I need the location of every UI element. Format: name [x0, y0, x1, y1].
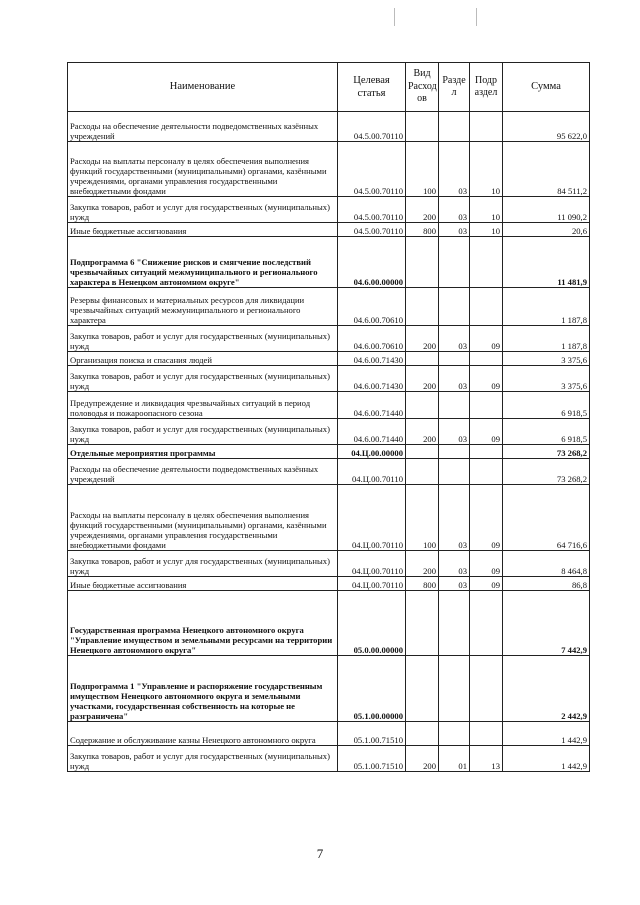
- row-target-article-cell: 04.6.00.70610: [338, 288, 406, 326]
- table-row: [68, 746, 590, 772]
- row-sum-cell: 2 442,9: [503, 656, 590, 722]
- row-subsection-cell: [470, 722, 503, 746]
- row-name-cell: Иные бюджетные ассигнования: [68, 223, 338, 237]
- table-row: [68, 591, 590, 656]
- scan-mark: [476, 8, 477, 26]
- row-name-cell: Предупреждение и ликвидация чрезвычайных ситуаций в период половодья и пожароопасного сезона: [68, 392, 338, 419]
- row-sum-cell: 86,8: [503, 577, 590, 591]
- row-section-cell: [439, 591, 470, 656]
- row-expense-type-cell: [406, 237, 439, 288]
- row-sum-cell: 11 481,9: [503, 237, 590, 288]
- row-sum-cell: 20,6: [503, 223, 590, 237]
- row-sum-cell: 73 268,2: [503, 445, 590, 459]
- row-section-cell: 03: [439, 577, 470, 591]
- header-subsection: Подр аздел: [470, 63, 503, 112]
- row-target-article-cell: 04.6.00.70610: [338, 326, 406, 352]
- row-expense-type-cell: 100: [406, 485, 439, 551]
- table-row: [68, 142, 590, 197]
- row-name-cell: Подпрограмма 6 "Снижение рисков и смягчение последствий чрезвычайных ситуаций межмуниципального и регионального характера в Ненецком автономном округе": [68, 237, 338, 288]
- table-row: [68, 485, 590, 551]
- table-body: [68, 112, 590, 772]
- row-target-article-cell: 04.6.00.71440: [338, 392, 406, 419]
- row-name-cell: Расходы на обеспечение деятельности подведомственных казённых учреждений: [68, 112, 338, 142]
- row-subsection-cell: [470, 459, 503, 485]
- row-sum-cell: 8 464,8: [503, 551, 590, 577]
- row-expense-type-cell: 100: [406, 142, 439, 197]
- table-row: [68, 656, 590, 722]
- row-name-cell: Организация поиска и спасания людей: [68, 352, 338, 366]
- scan-mark: [394, 8, 395, 26]
- row-name-cell: Расходы на выплаты персоналу в целях обеспечения выполнения функций государственными (муниципальными) органами, казёнными учреждениями, органами управления государственными внебюджетными фондами: [68, 142, 338, 197]
- page-number: 7: [316, 846, 324, 861]
- row-target-article-cell: 04.Ц.00.70110: [338, 485, 406, 551]
- row-subsection-cell: [470, 392, 503, 419]
- row-expense-type-cell: [406, 392, 439, 419]
- row-section-cell: [439, 237, 470, 288]
- row-section-cell: 03: [439, 551, 470, 577]
- table-row: [68, 392, 590, 419]
- row-target-article-cell: 05.1.00.00000: [338, 656, 406, 722]
- row-subsection-cell: 09: [470, 419, 503, 445]
- row-section-cell: [439, 112, 470, 142]
- row-sum-cell: 1 187,8: [503, 288, 590, 326]
- row-section-cell: 03: [439, 366, 470, 392]
- row-name-cell: Закупка товаров, работ и услуг для государственных (муниципальных) нужд: [68, 326, 338, 352]
- row-name-cell: Содержание и обслуживание казны Ненецкого автономного округа: [68, 722, 338, 746]
- table-row: [68, 459, 590, 485]
- row-expense-type-cell: [406, 722, 439, 746]
- table-row: [68, 237, 590, 288]
- row-subsection-cell: 09: [470, 577, 503, 591]
- row-section-cell: 03: [439, 485, 470, 551]
- header-row: [68, 63, 590, 112]
- row-sum-cell: 1 187,8: [503, 326, 590, 352]
- table-row: [68, 112, 590, 142]
- table-row: [68, 223, 590, 237]
- row-subsection-cell: 10: [470, 197, 503, 223]
- row-name-cell: Государственная программа Ненецкого автономного округа "Управление имуществом и земельными ресурсами на территории Ненецкого автономного округа": [68, 591, 338, 656]
- row-sum-cell: 6 918,5: [503, 392, 590, 419]
- row-expense-type-cell: 800: [406, 577, 439, 591]
- row-name-cell: Иные бюджетные ассигнования: [68, 577, 338, 591]
- row-subsection-cell: 09: [470, 366, 503, 392]
- row-target-article-cell: 04.5.00.70110: [338, 197, 406, 223]
- row-sum-cell: 7 442,9: [503, 591, 590, 656]
- row-name-cell: Расходы на выплаты персоналу в целях обеспечения выполнения функций государственными (муниципальными) органами, казёнными учреждениями, органами управления государственными внебюджетными фондами: [68, 485, 338, 551]
- row-section-cell: 03: [439, 197, 470, 223]
- row-target-article-cell: 05.1.00.71510: [338, 746, 406, 772]
- row-expense-type-cell: [406, 459, 439, 485]
- row-section-cell: 03: [439, 223, 470, 237]
- table-row: [68, 288, 590, 326]
- table-row: [68, 352, 590, 366]
- row-subsection-cell: [470, 237, 503, 288]
- row-sum-cell: 64 716,6: [503, 485, 590, 551]
- row-expense-type-cell: 200: [406, 419, 439, 445]
- row-section-cell: [439, 656, 470, 722]
- row-name-cell: Закупка товаров, работ и услуг для государственных (муниципальных) нужд: [68, 419, 338, 445]
- header-expense-type: Вид Расход ов: [406, 63, 439, 112]
- row-subsection-cell: [470, 656, 503, 722]
- row-name-cell: Закупка товаров, работ и услуг для государственных (муниципальных) нужд: [68, 197, 338, 223]
- row-name-cell: Отдельные мероприятия программы: [68, 445, 338, 459]
- row-section-cell: [439, 459, 470, 485]
- row-section-cell: 01: [439, 746, 470, 772]
- row-expense-type-cell: 200: [406, 326, 439, 352]
- row-subsection-cell: 09: [470, 485, 503, 551]
- row-expense-type-cell: 800: [406, 223, 439, 237]
- table-row: [68, 577, 590, 591]
- row-target-article-cell: 05.0.00.00000: [338, 591, 406, 656]
- row-name-cell: Расходы на обеспечение деятельности подведомственных казённых учреждений: [68, 459, 338, 485]
- row-expense-type-cell: 200: [406, 197, 439, 223]
- row-sum-cell: 73 268,2: [503, 459, 590, 485]
- row-target-article-cell: 04.Ц.00.70110: [338, 577, 406, 591]
- row-section-cell: [439, 392, 470, 419]
- row-target-article-cell: 04.6.00.71440: [338, 419, 406, 445]
- row-name-cell: Закупка товаров, работ и услуг для государственных (муниципальных) нужд: [68, 366, 338, 392]
- row-expense-type-cell: 200: [406, 366, 439, 392]
- row-sum-cell: 6 918,5: [503, 419, 590, 445]
- row-target-article-cell: 04.6.00.71430: [338, 366, 406, 392]
- row-expense-type-cell: 200: [406, 746, 439, 772]
- row-sum-cell: 3 375,6: [503, 352, 590, 366]
- table-row: [68, 419, 590, 445]
- row-subsection-cell: [470, 445, 503, 459]
- row-target-article-cell: 04.6.00.71430: [338, 352, 406, 366]
- row-subsection-cell: [470, 288, 503, 326]
- row-subsection-cell: 09: [470, 551, 503, 577]
- row-sum-cell: 1 442,9: [503, 722, 590, 746]
- table-row: [68, 445, 590, 459]
- row-subsection-cell: 10: [470, 142, 503, 197]
- row-expense-type-cell: [406, 445, 439, 459]
- table-row: [68, 197, 590, 223]
- row-sum-cell: 3 375,6: [503, 366, 590, 392]
- row-expense-type-cell: [406, 591, 439, 656]
- header-name: Наименование: [68, 63, 338, 112]
- row-subsection-cell: [470, 352, 503, 366]
- header-target-article: Целевая статья: [338, 63, 406, 112]
- header-sum: Сумма: [503, 63, 590, 112]
- row-expense-type-cell: [406, 656, 439, 722]
- row-sum-cell: 11 090,2: [503, 197, 590, 223]
- row-subsection-cell: 10: [470, 223, 503, 237]
- table-row: [68, 722, 590, 746]
- row-name-cell: Резервы финансовых и материальных ресурсов для ликвидации чрезвычайных ситуаций межмуниципального и регионального характера: [68, 288, 338, 326]
- row-expense-type-cell: [406, 288, 439, 326]
- row-subsection-cell: 13: [470, 746, 503, 772]
- row-expense-type-cell: [406, 112, 439, 142]
- row-target-article-cell: 05.1.00.71510: [338, 722, 406, 746]
- row-sum-cell: 84 511,2: [503, 142, 590, 197]
- row-subsection-cell: [470, 591, 503, 656]
- row-target-article-cell: 04.5.00.70110: [338, 223, 406, 237]
- row-name-cell: Закупка товаров, работ и услуг для государственных (муниципальных) нужд: [68, 551, 338, 577]
- row-subsection-cell: [470, 112, 503, 142]
- table-row: [68, 366, 590, 392]
- row-section-cell: [439, 722, 470, 746]
- row-section-cell: [439, 445, 470, 459]
- row-subsection-cell: 09: [470, 326, 503, 352]
- row-section-cell: [439, 288, 470, 326]
- row-target-article-cell: 04.Ц.00.00000: [338, 445, 406, 459]
- row-target-article-cell: 04.5.00.70110: [338, 142, 406, 197]
- row-target-article-cell: 04.Ц.00.70110: [338, 551, 406, 577]
- row-sum-cell: 95 622,0: [503, 112, 590, 142]
- row-expense-type-cell: [406, 352, 439, 366]
- row-section-cell: 03: [439, 142, 470, 197]
- row-target-article-cell: 04.6.00.00000: [338, 237, 406, 288]
- row-expense-type-cell: 200: [406, 551, 439, 577]
- row-sum-cell: 1 442,9: [503, 746, 590, 772]
- budget-table: [67, 62, 590, 772]
- row-target-article-cell: 04.5.00.70110: [338, 112, 406, 142]
- row-name-cell: Закупка товаров, работ и услуг для государственных (муниципальных) нужд: [68, 746, 338, 772]
- header-section: Разде л: [439, 63, 470, 112]
- row-section-cell: 03: [439, 419, 470, 445]
- table-row: [68, 326, 590, 352]
- table-row: [68, 551, 590, 577]
- row-name-cell: Подпрограмма 1 "Управление и распоряжение государственным имуществом Ненецкого автономного округа и земельными участками, государственная собственность на которые не разграничена": [68, 656, 338, 722]
- row-section-cell: 03: [439, 326, 470, 352]
- row-section-cell: [439, 352, 470, 366]
- row-target-article-cell: 04.Ц.00.70110: [338, 459, 406, 485]
